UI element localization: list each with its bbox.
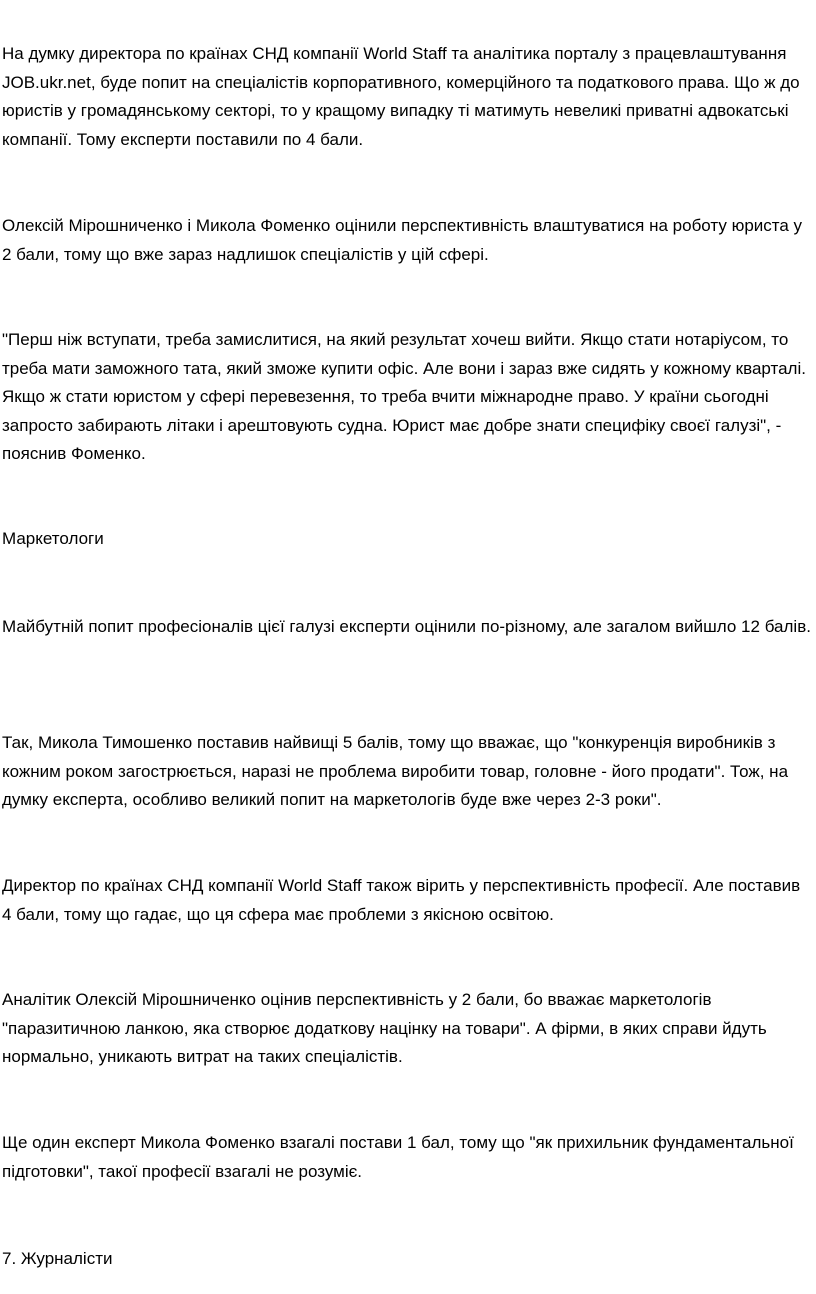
paragraph-lawyers-rating: Олексій Мірошниченко і Микола Фоменко оцінили перспективність влаштуватися на роботу юриста у 2 бали, тому що вже зараз надлишок спеціалістів у цій сфері. (2, 216, 803, 264)
section-heading-journalists: 7. Журналісти (2, 1249, 113, 1268)
paragraph-fomenko-rating: Ще один експерт Микола Фоменко взагалі постави 1 бал, тому що "як прихильник фундаментальної підготовки", такої професії взагалі не розуміє. (2, 1133, 794, 1181)
paragraph-worldstaff-rating: Директор по країнах СНД компанії World Staff також вірить у перспективність професії. Але поставив 4 бали, тому що гадає, що ця сфера має проблеми з якісною освітою. (2, 876, 801, 924)
paragraph-marketers-total: Майбутній попит професіоналів цієї галузі експерти оцінили по-різному, але загалом вийшло 12 балів. (2, 617, 811, 636)
paragraph-lawyers-demand: На думку директора по країнах СНД компанії World Staff та аналітика порталу з працевлаштування JOB.ukr.net, буде попит на спеціалістів корпоративного, комерційного та податкового права. Що ж до юристів у громадянському секторі, то у кращому випадку ті матимуть невеликі приватні адвокатські компанії. Тому експерти поставили по 4 бали. (2, 44, 800, 149)
paragraph-tymoshenko-rating: Так, Микола Тимошенко поставив найвищі 5 балів, тому що вважає, що "конкуренція виробників з кожним роком загострюється, наразі не проблема виробити товар, головне - його продати". Тож, на думку експерта, особливо великий попит на маркетологів буде вже через 2-3 роки". (2, 733, 789, 809)
paragraph-miroshnychenko-rating: Аналітик Олексій Мірошниченко оцінив перспективність у 2 бали, бо вважає маркетологів "паразитичною ланкою, яка створює додаткову націнку на товари". А фірми, в яких справи йдуть нормально, уникають витрат на таких спеціалістів. (2, 990, 767, 1066)
section-heading-marketers: Маркетологи (2, 529, 104, 548)
paragraph-fomenko-quote: "Перш ніж вступати, треба замислитися, на який результат хочеш вийти. Якщо стати нотаріусом, то треба мати заможного тата, який зможе купити офіс. Але вони і зараз вже сидять у кожному кварталі. Якщо ж стати юристом у сфері перевезення, то треба вчити міжнародне право. У країни сьогодні запросто забирають літаки і арештовують судна. Юрист має добре знати специфіку своєї галузі", - пояснив Фоменко. (2, 330, 806, 463)
